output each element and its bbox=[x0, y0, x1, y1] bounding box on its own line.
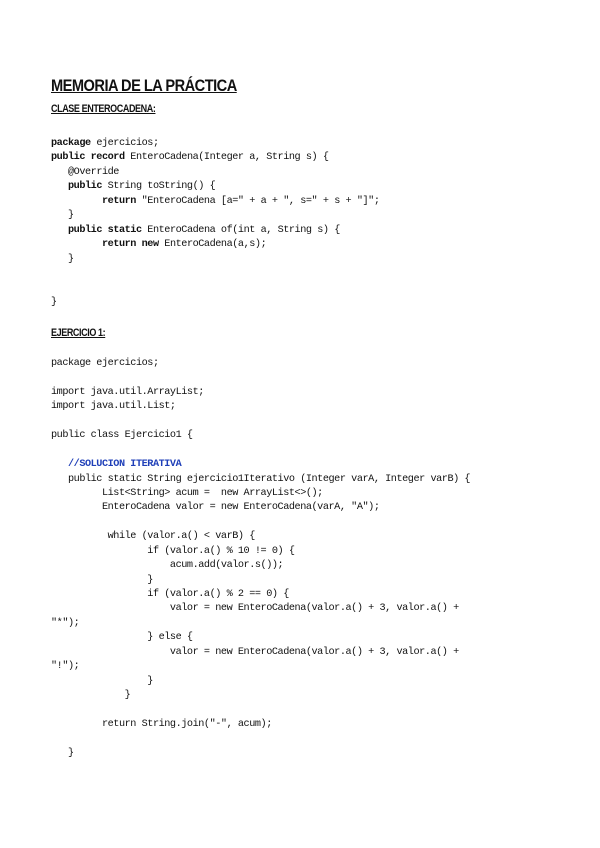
code-keyword: return bbox=[101, 195, 136, 207]
code-line bbox=[51, 166, 380, 180]
code-text: String toString() { bbox=[101, 181, 216, 193]
code-text: ejercicios; bbox=[90, 138, 159, 149]
code-text: EnteroCadena of(int a, String s) { bbox=[141, 224, 340, 236]
code-line: //SOLUCION ITERATIVA bbox=[51, 459, 182, 471]
code-line: } bbox=[51, 574, 153, 586]
code-line bbox=[51, 732, 470, 746]
code-line bbox=[51, 704, 470, 718]
section-heading-enterocadena: CLASE ENTEROCADENA: bbox=[51, 103, 156, 115]
code-line: EnteroCadena valor = new EnteroCadena(varA, "A"); bbox=[51, 502, 380, 514]
code-line: while (valor.a() < varB) { bbox=[51, 531, 255, 543]
code-line bbox=[51, 180, 380, 194]
code-line: acum.add(valor.s()); bbox=[51, 560, 284, 572]
code-keyword: public static bbox=[68, 224, 142, 236]
code-line: } bbox=[51, 747, 74, 759]
code-text: } bbox=[68, 210, 74, 222]
code-line: return String.join("-", acum); bbox=[51, 718, 272, 730]
code-line: valor = new EnteroCadena(valor.a() + 3, valor.a() + bbox=[51, 646, 459, 658]
code-line: "*"); bbox=[51, 617, 80, 629]
code-text: EnteroCadena(a,s); bbox=[158, 239, 267, 251]
code-line: List<String> acum = new ArrayList<>(); bbox=[51, 487, 323, 499]
page-title: MEMORIA DE LA PRÁCTICA bbox=[51, 76, 237, 95]
code-line bbox=[51, 371, 470, 385]
code-line: "!"); bbox=[51, 661, 80, 673]
code-line bbox=[51, 224, 380, 238]
code-line bbox=[51, 195, 380, 209]
code-text: EnteroCadena(Integer a, String s) { bbox=[124, 152, 329, 164]
code-block-ejercicio1 bbox=[51, 357, 470, 761]
code-text: @Override bbox=[68, 166, 119, 178]
code-line bbox=[51, 444, 470, 458]
code-line: valor = new EnteroCadena(valor.a() + 3, valor.a() + bbox=[51, 603, 459, 615]
code-line: import java.util.List; bbox=[51, 401, 176, 413]
code-line: } bbox=[51, 675, 153, 687]
code-block-enterocadena bbox=[51, 137, 380, 310]
code-line bbox=[51, 296, 380, 310]
code-line bbox=[51, 516, 470, 530]
code-keyword: public bbox=[68, 181, 102, 193]
section-heading-ejercicio1: EJERCICIO 1: bbox=[51, 327, 106, 339]
code-line bbox=[51, 151, 380, 165]
code-line: public class Ejercicio1 { bbox=[51, 430, 193, 442]
code-line: } bbox=[51, 690, 131, 702]
code-text: "EnteroCadena [a=" + a + ", s=" + s + "]"; bbox=[135, 195, 380, 207]
code-text: } bbox=[68, 253, 74, 265]
code-text: } bbox=[51, 296, 57, 308]
code-line bbox=[51, 415, 470, 429]
code-line bbox=[51, 253, 380, 267]
code-line bbox=[51, 238, 380, 252]
code-keyword: public record bbox=[51, 152, 125, 164]
code-line bbox=[51, 281, 380, 295]
code-line: import java.util.ArrayList; bbox=[51, 386, 204, 398]
code-line: if (valor.a() % 10 != 0) { bbox=[51, 545, 295, 557]
code-line: if (valor.a() % 2 == 0) { bbox=[51, 589, 289, 600]
code-line bbox=[51, 209, 380, 223]
code-keyword: package bbox=[51, 138, 91, 149]
code-line: public static String ejercicio1Iterativo (Integer varA, Integer varB) { bbox=[51, 473, 471, 485]
code-line bbox=[51, 267, 380, 281]
code-line: package ejercicios; bbox=[51, 358, 159, 369]
code-line bbox=[51, 137, 380, 151]
code-keyword: return new bbox=[101, 239, 159, 251]
code-line: } else { bbox=[51, 632, 193, 644]
